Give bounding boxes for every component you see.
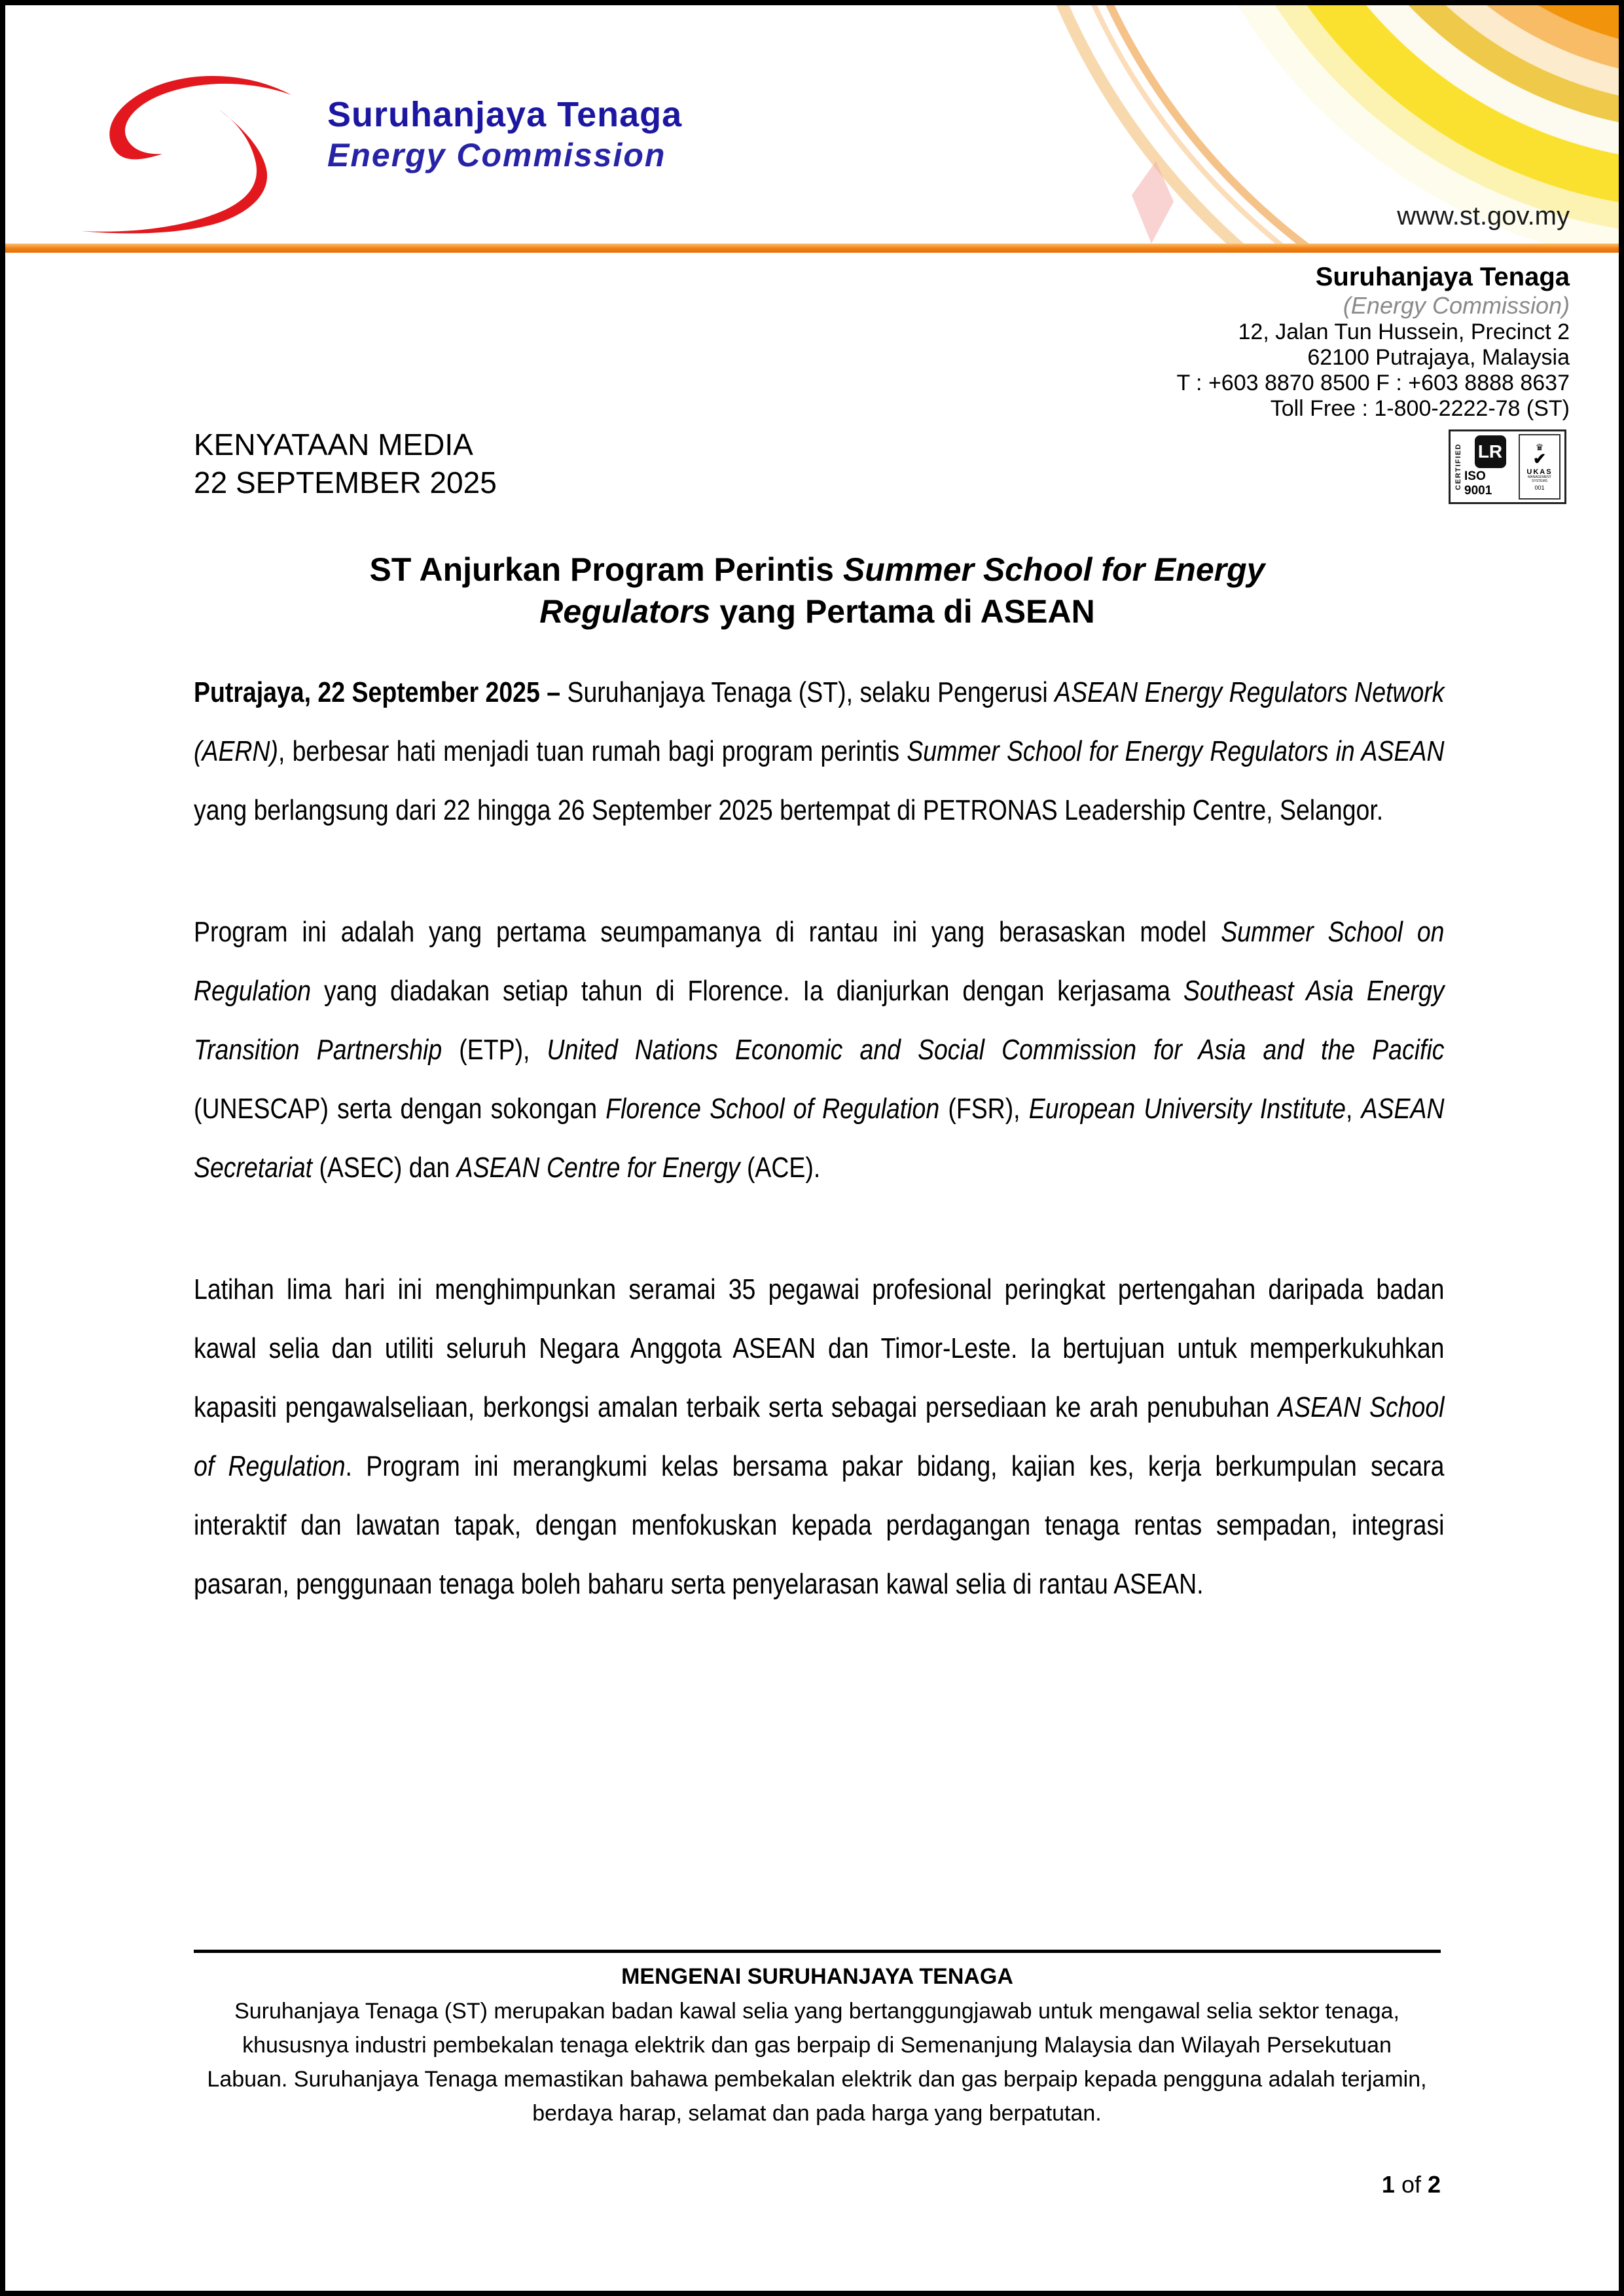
contact-phone-fax: T : +603 8870 8500 F : +603 8888 8637 <box>1176 371 1570 395</box>
header-divider <box>5 244 1619 253</box>
page-number: 1 of 2 <box>1381 2171 1441 2198</box>
contact-address-line2: 62100 Putrajaya, Malaysia <box>1307 345 1570 370</box>
logo-name: Suruhanjaya Tenaga <box>327 95 683 134</box>
press-release-body <box>194 663 1444 1677</box>
press-release-title-line1: ST Anjurkan Program Perintis Summer School for Energy <box>369 551 1265 588</box>
checkmark-icon: ✔ <box>1532 450 1547 468</box>
media-statement-date: 22 SEPTEMBER 2025 <box>194 465 497 500</box>
paragraph-2: Program ini adalah yang pertama seumpamanya di rantau ini yang berasaskan model Summer School on Regulation yang diadakan setiap tahun di Florence. Ia dianjurkan dengan kerjasama Southeast Asia Energy Transition Partnership (ETP), United Nations Economic and Social Commission for Asia and the Pacific (UNESCAP) serta dengan sokongan Florence School of Regulation (FSR), European University Institute, ASEAN Secretariat (ASEC) dan ASEAN Centre for Energy (ACE). <box>194 916 1445 1184</box>
iso-certification-badge <box>1449 429 1566 504</box>
ukas-label: UKAS <box>1526 468 1553 476</box>
logo-wordmark <box>327 97 682 172</box>
crown-icon: ♛ <box>1535 442 1544 452</box>
about-heading: MENGENAI SURUHANJAYA TENAGA <box>621 1964 1013 1989</box>
paragraph-3: Latihan lima hari ini menghimpunkan seramai 35 pegawai profesional peringkat pertengahan daripada badan kawal selia dan utiliti seluruh Negara Anggota ASEAN dan Timor-Leste. Ia bertujuan untuk memperkukuhkan kapasiti pengawalseliaan, berkongsi amalan terbaik serta sebagai persediaan ke arah penubuhan ASEAN School of Regulation. Program ini merangkumi kelas bersama pakar bidang, kajian kes, kerja berkumpulan secara interaktif dan lawatan tapak, dengan menfokuskan kepada perdagangan tenaga rentas sempadan, integrasi pasaran, penggunaan tenaga boleh baharu serta penyelarasan kawal selia di rantau ASEAN. <box>194 1273 1445 1600</box>
contact-block <box>1176 262 1570 422</box>
iso-left-panel <box>1454 434 1516 500</box>
press-release-title <box>194 549 1441 632</box>
press-release-title-line2: Regulators yang Pertama di ASEAN <box>539 593 1095 630</box>
about-body: Suruhanjaya Tenaga (ST) merupakan badan kawal selia yang bertanggungjawab untuk mengawal selia sektor tenaga, khususnya industri pembekalan tenaga elektrik dan gas berpaip di Semenanjung Malaysia dan Wilayah Persekutuan Labuan. Suruhanjaya Tenaga memastikan bahawa pembekalan elektrik dan gas berpaip kepada pengguna adalah terjamin, berdaya harap, selamat dan pada harga yang berpatutan. <box>207 1999 1427 2126</box>
contact-org-name-english: (Energy Commission) <box>1343 292 1570 319</box>
energy-commission-logo-icon <box>79 62 295 236</box>
certified-label: CERTIFIED <box>1454 443 1462 490</box>
lr-logo-icon: LR <box>1475 435 1506 468</box>
ukas-subtitle: MANAGEMENT SYSTEMS <box>1528 475 1551 483</box>
paragraph-1: Putrajaya, 22 September 2025 – Suruhanjaya Tenaga (ST), selaku Pengerusi ASEAN Energy Regulators Network (AERN), berbesar hati menjadi tuan rumah bagi program perintis Summer School for Energy Regulators in ASEAN yang berlangsung dari 22 hingga 26 September 2025 bertempat di PETRONAS Leadership Centre, Selangor. <box>194 676 1445 826</box>
contact-address-line1: 12, Jalan Tun Hussein, Precinct 2 <box>1238 319 1570 344</box>
ukas-panel <box>1519 434 1561 500</box>
ukas-number: 001 <box>1534 484 1545 491</box>
contact-tollfree: Toll Free : 1-800-2222-78 (ST) <box>1270 396 1570 421</box>
lloyds-register-mark <box>1464 435 1516 498</box>
website-url: www.st.gov.my <box>1397 202 1570 230</box>
iso-9001-label: ISO 9001 <box>1464 469 1492 498</box>
media-statement-label: KENYATAAN MEDIA <box>194 428 473 462</box>
contact-org-name: Suruhanjaya Tenaga <box>1315 263 1570 291</box>
about-divider <box>194 1950 1441 1953</box>
media-statement-block <box>194 426 497 501</box>
logo-subtitle: Energy Commission <box>327 137 666 173</box>
